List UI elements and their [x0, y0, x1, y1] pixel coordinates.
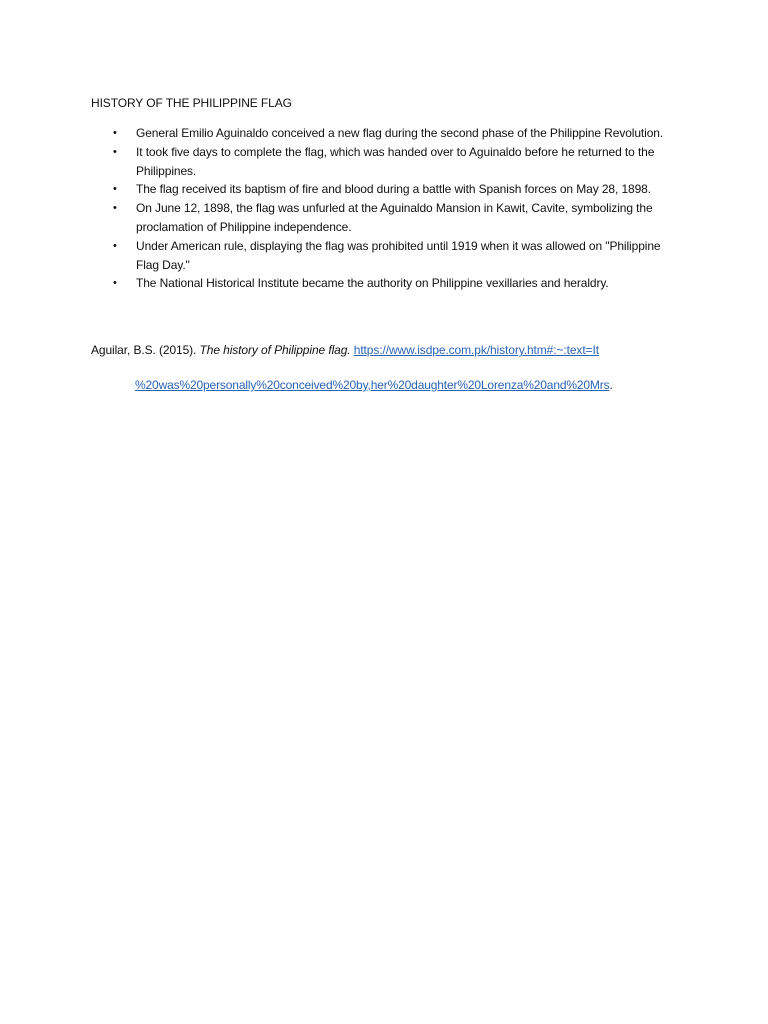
list-item-text: The National Historical Institute became the authority on Philippine vexillaries and heraldry.: [136, 276, 609, 291]
list-item: [113, 143, 683, 181]
list-item-text: It took five days to complete the flag, which was handed over to Aguinaldo before he returned to the Philippines.: [136, 144, 655, 178]
list-item-text: The flag received its baptism of fire and blood during a battle with Spanish forces on May 28, 1898.: [136, 182, 651, 197]
list-item-text: Under American rule, displaying the flag was prohibited until 1919 when it was allowed on "Philippine Flag Day.": [136, 238, 661, 272]
citation-author-year: Aguilar, B.S. (2015).: [91, 343, 200, 357]
citation-title: The history of Philippine flag.: [199, 343, 351, 357]
bullet-icon: •: [113, 145, 117, 158]
list-item-text: General Emilio Aguinaldo conceived a new flag during the second phase of the Philippine Revolution.: [136, 126, 664, 140]
citation-link-continuation[interactable]: %20was%20personally%20conceived%20by,her%20daughter%20Lorenza%20and%20Mrs: [135, 378, 610, 392]
list-item: [113, 180, 683, 199]
bullet-icon: •: [113, 127, 117, 139]
list-item: [113, 237, 683, 275]
bullet-icon: •: [113, 202, 117, 215]
bullet-icon: •: [113, 183, 117, 196]
citation-continuation: [135, 376, 613, 394]
list-item-text: On June 12, 1898, the flag was unfurled at the Aguinaldo Mansion in Kawit, Cavite, symbolizing the proclamation of Philippine independence.: [136, 201, 653, 234]
citation: [91, 341, 691, 359]
list-item: [113, 124, 683, 143]
document-title: HISTORY OF THE PHILIPPINE FLAG: [91, 96, 292, 110]
list-item: [113, 274, 683, 293]
bullet-icon: •: [113, 239, 117, 252]
citation-trailing-period: .: [609, 378, 613, 392]
list-item: [113, 199, 683, 237]
citation-link[interactable]: https://www.isdpe.com.pk/history.htm#:~:text=It: [353, 343, 599, 357]
bullet-list: [113, 124, 683, 293]
bullet-icon: •: [113, 277, 117, 290]
